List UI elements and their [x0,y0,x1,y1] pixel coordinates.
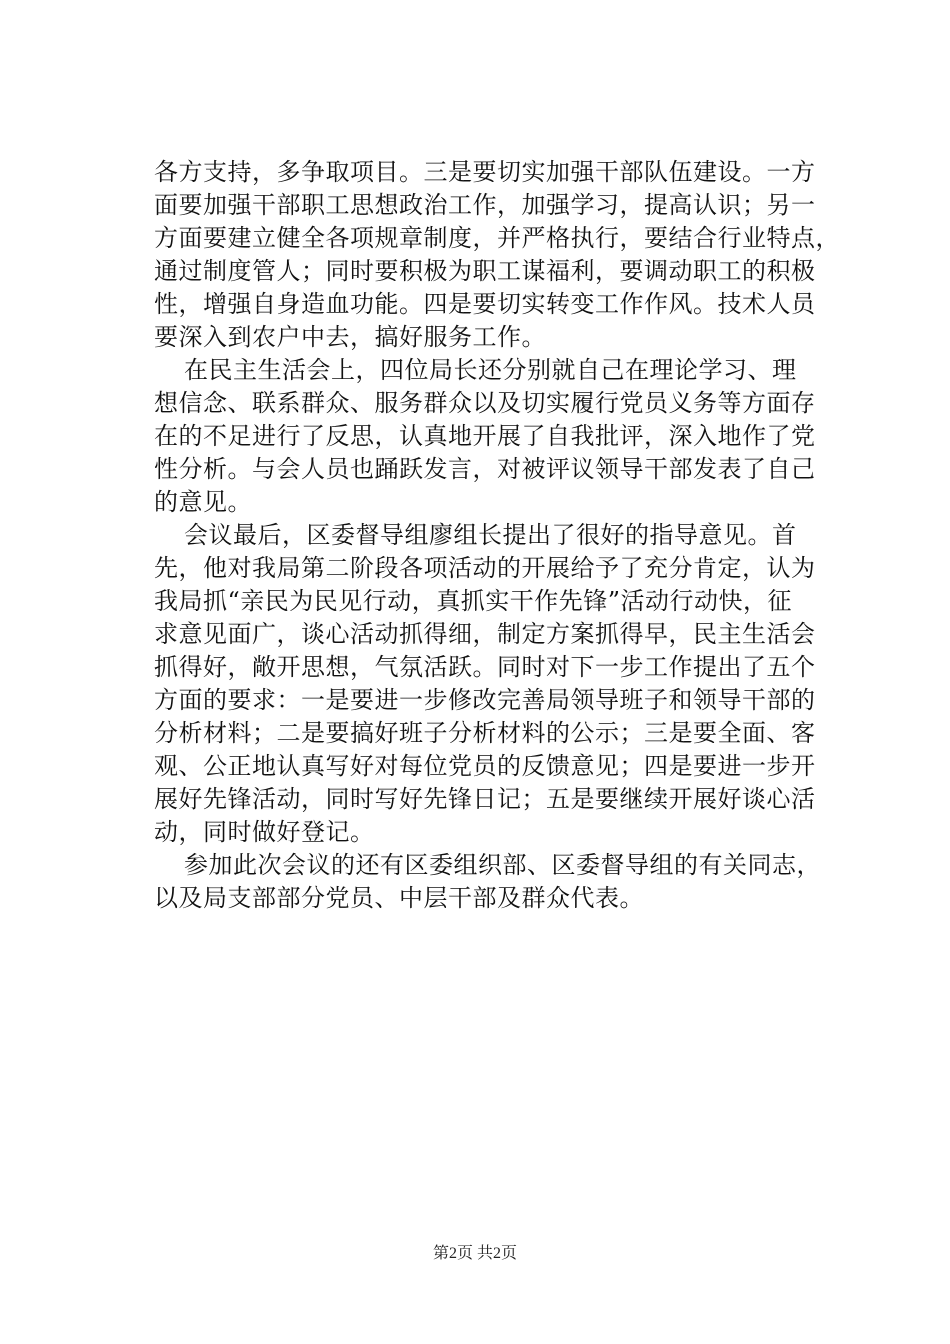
text-line: 在的不足进行了反思，认真地开展了自我批评，深入地作了党 [154,422,816,450]
text-line: 在民主生活会上，四位局长还分别就自己在理论学习、理 [184,356,797,384]
text-line: 以及局支部部分党员、中层干部及群众代表。 [154,884,644,912]
text-line: 想信念、联系群众、服务群众以及切实履行党员义务等方面存 [154,389,816,417]
text-line: 的意见。 [154,488,252,516]
text-line: 展好先锋活动，同时写好先锋日记；五是要继续开展好谈心活 [154,785,816,813]
page-footer: 第2页 共2页 [432,1245,517,1262]
text-line: 求意见面广，谈心活动抓得细，制定方案抓得早，民主生活会 [154,620,816,648]
text-line: 方面的要求：一是要进一步修改完善局领导班子和领导干部的 [154,686,816,714]
text-line: 动，同时做好登记。 [154,818,375,846]
text-line: 各方支持，多争取项目。三是要切实加强干部队伍建设。一方 [154,158,816,186]
text-line: 通过制度管人；同时要积极为职工谋福利，要调动职工的积极 [154,257,816,285]
text-line: 观、公正地认真写好对每位党员的反馈意见；四是要进一步开 [154,752,816,780]
text-line: 会议最后，区委督导组廖组长提出了很好的指导意见。首 [184,521,797,549]
text-line: 性，增强自身造血功能。四是要切实转变工作作风。技术人员 [154,290,816,318]
text-line: 性分析。与会人员也踊跃发言，对被评议领导干部发表了自己 [154,455,816,483]
text-line: 我局抓“亲民为民见行动，真抓实干作先锋”活动行动快，征 [154,587,793,615]
text-line: 要深入到农户中去，搞好服务工作。 [154,323,546,351]
text-line: 参加此次会议的还有区委组织部、区委督导组的有关同志， [184,851,821,879]
document-body [154,156,840,915]
text-line: 抓得好，敞开思想，气氛活跃。同时对下一步工作提出了五个 [154,653,816,681]
text-line: 先，他对我局第二阶段各项活动的开展给予了充分肯定，认为 [154,554,816,582]
text-line: 方面要建立健全各项规章制度，并严格执行，要结合行业特点， [154,224,840,252]
text-line: 面要加强干部职工思想政治工作，加强学习，提高认识；另一 [154,191,816,219]
text-line: 分析材料；二是要搞好班子分析材料的公示；三是要全面、客 [154,719,816,747]
